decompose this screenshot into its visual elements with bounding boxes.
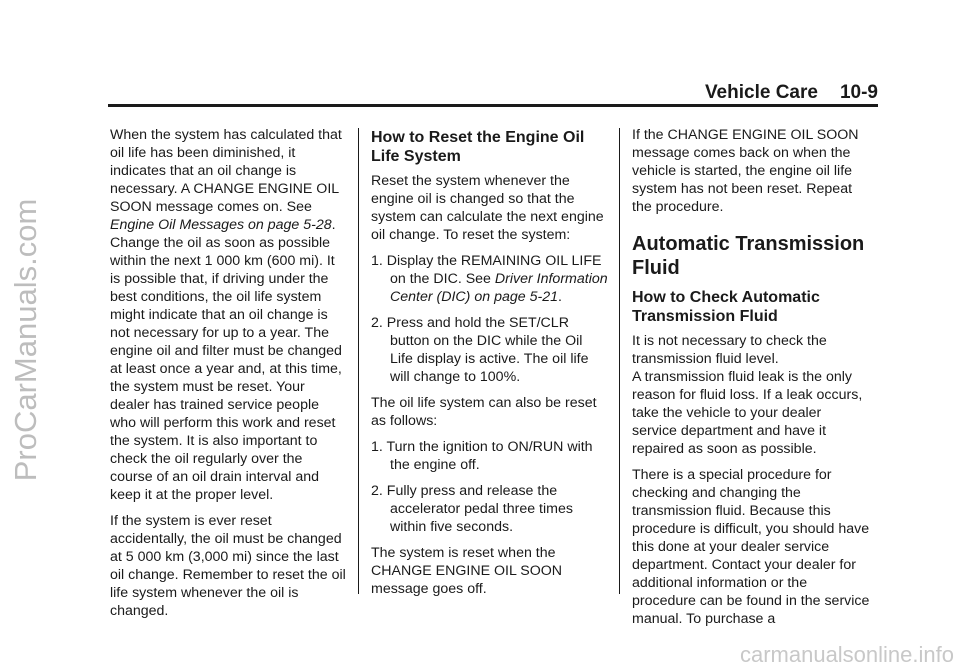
cross-reference-link[interactable]: Engine Oil Messages on page 5-28: [110, 217, 332, 233]
paragraph-change-oil: Change the oil as soon as possible within the next 1 000 km (600 mi). It is possible that, if driving under the best conditions, the oil life system might indicate that an oil change is not necessary for up to a year. The engine oil and filter must be changed at least once a year and, at this time, the system must be reset. Your dealer has trained service people who will perform this work and reset the system. It is also important to check the oil regularly over the course of an oil drain interval and keep it at the proper level.: [110, 235, 342, 503]
page-header: [705, 82, 878, 104]
step-item: 1. Turn the ignition to ON/RUN with the engine off.: [371, 439, 593, 473]
section-title: Vehicle Care: [704, 82, 818, 103]
heading-automatic-transmission-fluid: Automatic Transmission Fluid: [632, 233, 865, 279]
column-2: [371, 126, 609, 606]
column-divider-1: [358, 128, 359, 594]
side-watermark: [6, 60, 46, 620]
column-1: [110, 126, 348, 628]
paragraph-special-procedure: There is a special procedure for checking and changing the transmission fluid. Because this procedure is difficult, you should have this done at your dealer service department. Contact your dealer for additional information or the procedure can be found in the service manual. To purchase a: [632, 467, 870, 627]
step-item: 1. Display the REMAINING OIL LIFE on the DIC. See Driver Information Center (DIC) on page 5-21.: [371, 253, 608, 305]
page-number: 10-9: [839, 82, 878, 103]
paragraph-oil-life-diminished: When the system has calculated that oil life has been diminished, it indicates that an oil change is necessary. A CHANGE ENGINE OIL SOON message comes on. See Engine Oil Messages on page 5-28.: [110, 127, 342, 233]
column-divider-2: [619, 128, 620, 594]
heading-reset-oil-life: How to Reset the Engine Oil Life System: [371, 129, 585, 165]
paragraph-no-check-needed: It is not necessary to check the transmission fluid level.: [632, 333, 827, 367]
side-watermark-text: ProCarManuals.com: [8, 198, 43, 482]
paragraph-reset-intro: Reset the system whenever the engine oil is changed so that the system can calculate the next engine oil change. To reset the system:: [371, 173, 604, 243]
cross-reference-link[interactable]: Driver Information Center (DIC) on page 5-21: [390, 271, 608, 305]
paragraph-fluid-leak: A transmission fluid leak is the only reason for fluid loss. If a leak occurs, take the vehicle to your dealer service department and have it repaired as soon as possible.: [632, 369, 863, 457]
paragraph-alt-reset: The oil life system can also be reset as follows:: [371, 395, 597, 429]
footer-watermark: carmanualsonline.info: [739, 642, 954, 667]
paragraph-reset-complete: The system is reset when the CHANGE ENGINE OIL SOON message goes off.: [371, 545, 563, 597]
heading-check-transmission-fluid: How to Check Automatic Transmission Fluid: [632, 289, 820, 325]
step-item: 2. Fully press and release the accelerator pedal three times within five seconds.: [371, 483, 573, 535]
paragraph-repeat-procedure: If the CHANGE ENGINE OIL SOON message comes back on when the vehicle is started, the engine oil life system has not been reset. Repeat the procedure.: [632, 127, 859, 215]
step-item: 2. Press and hold the SET/CLR button on the DIC while the Oil Life display is active. The oil life will change to 100%.: [371, 315, 589, 385]
paragraph-accidental-reset: If the system is ever reset accidentally, the oil must be changed at 5 000 km (3,000 mi) since the last oil change. Remember to reset the oil life system whenever the oil is changed.: [110, 513, 346, 619]
column-3: [632, 126, 870, 636]
header-rule: [108, 104, 878, 107]
